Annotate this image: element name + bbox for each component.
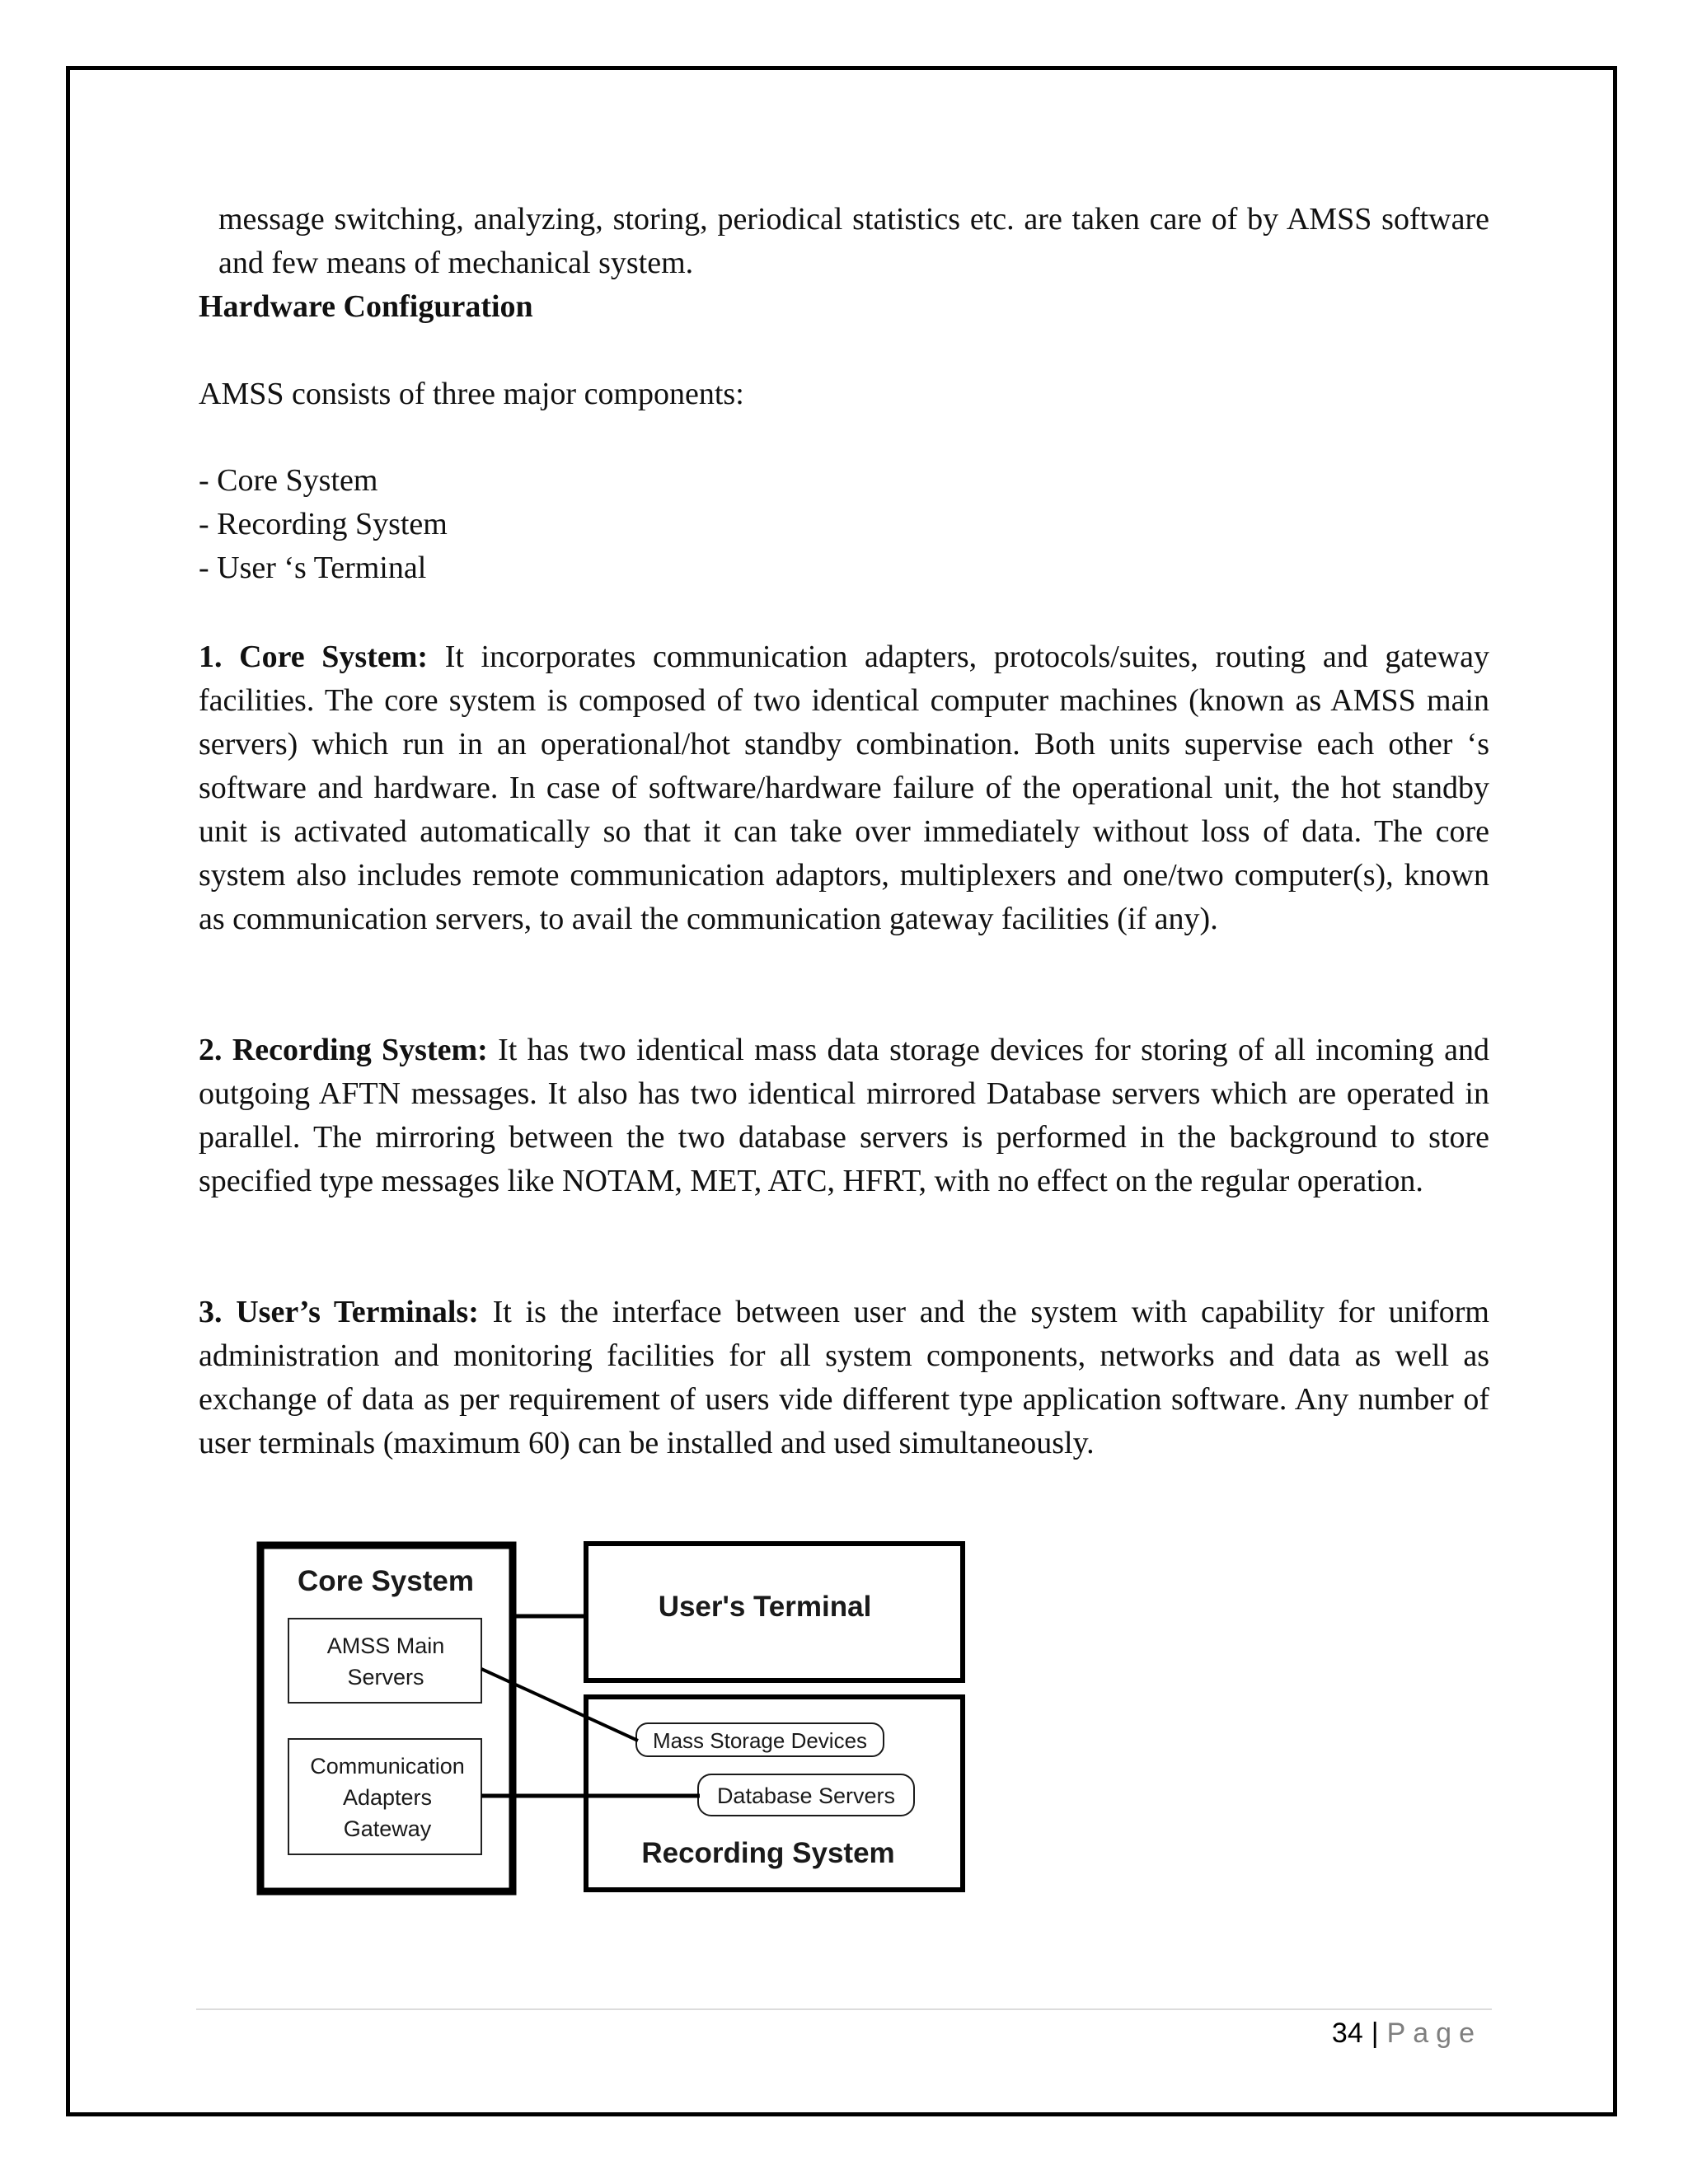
recording-system-paragraph [199,1029,1489,1203]
recording-system-label: 2. Recording System: [199,1033,488,1067]
component-item-core: - Core System [199,463,378,498]
amss-main-servers-line2: Servers [347,1665,424,1690]
footer-rule [196,2008,1492,2010]
mass-storage-label: Mass Storage Devices [652,1728,868,1753]
component-item-terminal: - User ‘s Terminal [199,551,427,585]
comm-adapters-line3: Gateway [343,1816,432,1841]
core-system-paragraph [199,635,1489,941]
core-system-title: Core System [298,1565,474,1597]
users-terminal-label: User's Terminal [658,1591,872,1623]
user-terminals-label: 3. User’s Terminals: [199,1295,479,1329]
recording-system-title: Recording System [641,1837,895,1869]
amss-architecture-diagram [247,1533,989,1904]
user-terminals-text: It is the interface between user and the system with capability for uniform administration and monitoring facilities for all system components, networks and data as well as exchange of data as per requirement of users vide different type application software. Any number of user terminals (maximum 60) can be installed and used simultaneously. [199,1295,1489,1460]
amss-main-servers-line1: AMSS Main [326,1633,445,1658]
amss-main-servers-box [288,1619,481,1703]
comm-adapters-line1: Communication [310,1754,465,1779]
database-servers-label: Database Servers [716,1783,896,1808]
user-terminals-paragraph [199,1291,1489,1465]
intro-paragraph: message switching, analyzing, storing, periodical statistics etc. are taken care of by AMSS software and few means of mechanical system. [218,202,1489,280]
core-system-text: It incorporates communication adapters, protocols/suites, routing and gateway facilities. The core system is composed of two identical computer machines (known as AMSS main servers) which run in an operational/hot standby combination. Both units supervise each other ‘s software and hardware. In case of software/hardware failure of the operational unit, the hot standby unit is activated automatically so that it can take over immediately without loss of data. The core system also includes remote communication adaptors, multiplexers and one/two computer(s), known as communication servers, to avail the communication gateway facilities (if any). [199,640,1490,936]
page-footer [1332,2013,1482,2054]
core-system-label: 1. Core System: [199,640,429,674]
recording-system-text: It has two identical mass data storage devices for storing of all incoming and outgoing AFTN messages. It also has two identical mirrored Database servers which are operated in parallel. The mirroring between the two database servers is performed in the background to store specified type messages like NOTAM, MET, ATC, HFRT, with no effect on the regular operation. [199,1033,1489,1198]
component-item-recording: - Recording System [199,507,448,541]
page-separator: | [1371,2018,1379,2049]
components-intro: AMSS consists of three major components: [199,377,744,411]
page-number: 34 [1331,2018,1363,2049]
comm-adapters-line2: Adapters [342,1785,433,1810]
section-heading: Hardware Configuration [199,289,533,324]
page-word: Page [1386,2018,1482,2049]
